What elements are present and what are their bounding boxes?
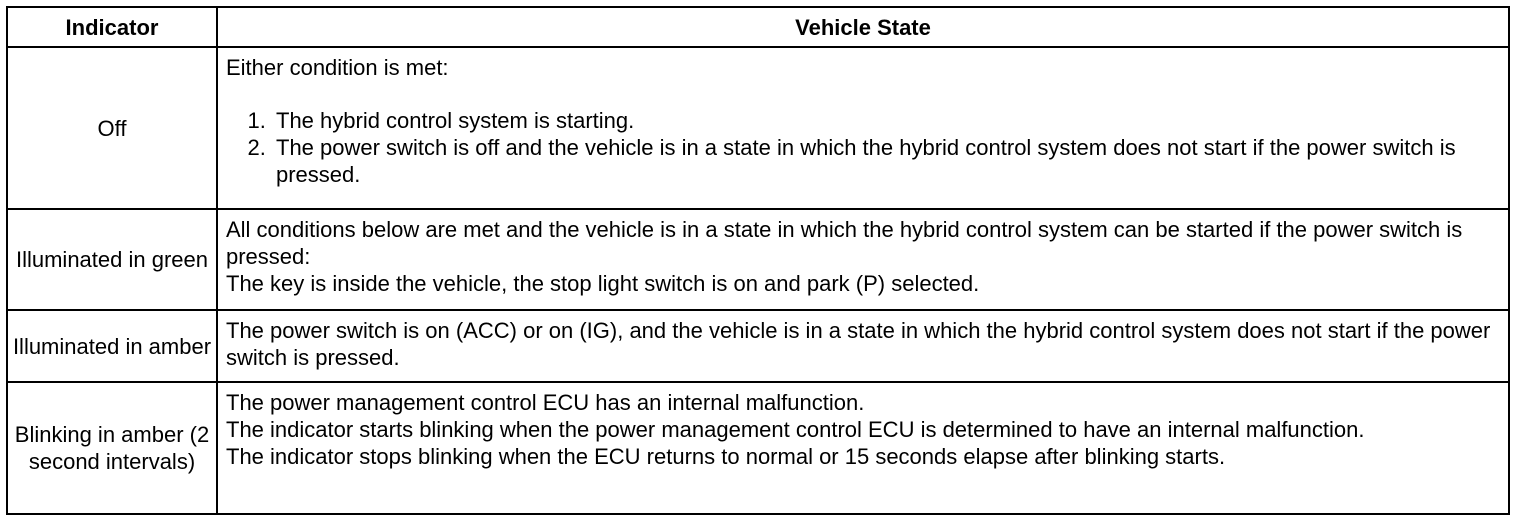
table-header-row: [7, 7, 1509, 47]
state-amber: [217, 310, 1509, 382]
state-off: [217, 47, 1509, 209]
table-row: [7, 382, 1509, 514]
indicator-amber: Illuminated in amber: [7, 310, 217, 382]
header-vehicle-state: Vehicle State: [217, 7, 1509, 47]
table-row: [7, 47, 1509, 209]
state-blinking-amber: [217, 382, 1509, 514]
indicator-blinking-amber: Blinking in amber (2 second intervals): [7, 382, 217, 514]
indicator-state-table: [6, 6, 1510, 515]
spacer: [226, 81, 1500, 107]
state-off-intro: Either condition is met:: [226, 55, 449, 80]
condition-item: 2. The power switch is off and the vehicle is in a state in which the hybrid control system does not start if the power switch is pressed.: [272, 134, 1500, 188]
condition-list: [226, 107, 1500, 188]
state-line: The indicator stops blinking when the ECU returns to normal or 15 seconds elapse after blinking starts.: [226, 444, 1226, 469]
indicator-off: Off: [7, 47, 217, 209]
state-line: The power management control ECU has an internal malfunction.: [226, 390, 865, 415]
header-indicator: Indicator: [7, 7, 217, 47]
state-green: [217, 209, 1509, 310]
indicator-green: Illuminated in green: [7, 209, 217, 310]
table-row: [7, 310, 1509, 382]
condition-item: 1. The hybrid control system is starting.: [272, 107, 1500, 134]
table-row: [7, 209, 1509, 310]
state-line: The power switch is on (ACC) or on (IG), and the vehicle is in a state in which the hybrid control system does not start if the power switch is pressed.: [226, 318, 1491, 370]
indicator-state-table-frame: [6, 6, 1508, 514]
state-line: All conditions below are met and the vehicle is in a state in which the hybrid control system can be started if the power switch is pressed:: [226, 217, 1463, 269]
state-line: The indicator starts blinking when the power management control ECU is determined to have an internal malfunction.: [226, 417, 1365, 442]
state-line: The key is inside the vehicle, the stop light switch is on and park (P) selected.: [226, 271, 980, 296]
